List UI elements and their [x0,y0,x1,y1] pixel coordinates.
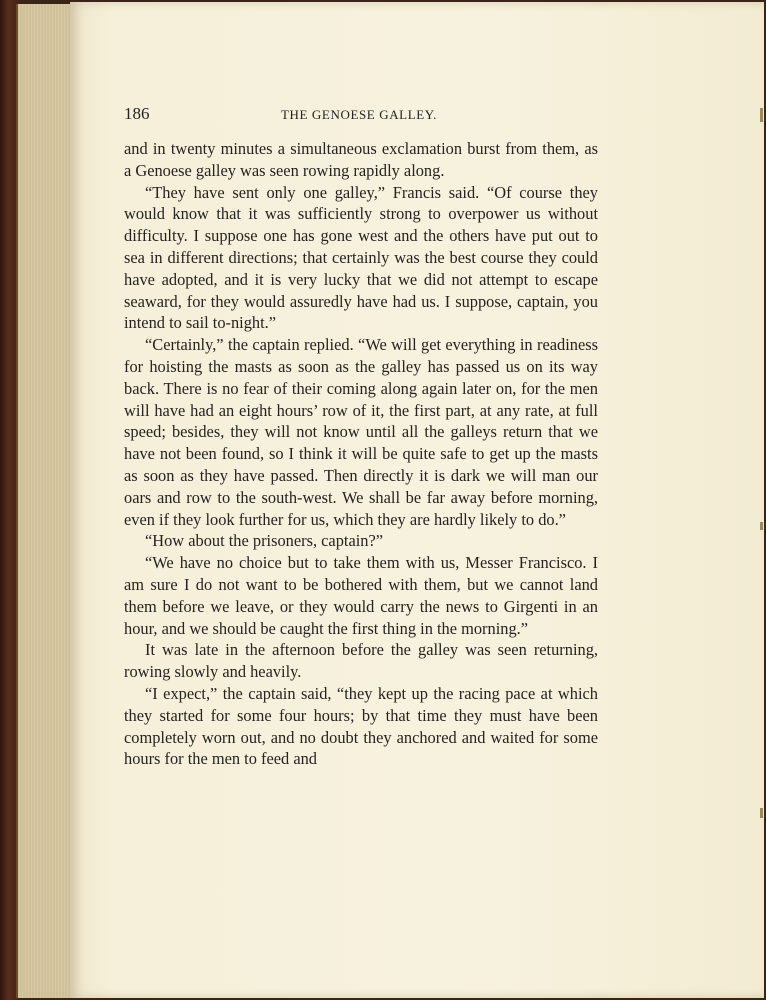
paragraph: and in twenty minutes a simultaneous exclamation burst from them, as a Genoese galley was seen rowing rapidly along. [124,139,598,180]
paragraph: “They have sent only one galley,” Francis said. “Of course they would know that it was sufficiently strong to overpower us without difficulty. I suppose one has gone west and the others have put out to sea in different directions; that certainly was the best course they could have adopted, and it is very lucky that we did not attempt to escape seaward, for they would assuredly have had us. I suppose, captain, you intend to sail to-night.” [124,182,598,333]
page-edges [16,4,74,998]
page-number: 186 [124,104,150,123]
page-edge-mark [760,522,763,530]
page-header [124,104,594,128]
paragraph: “We have no choice but to take them with us, Messer Francisco. I am sure I do not want to be bothered with them, but we cannot land them before we leave, or they would carry the news to Girgenti in an hour, and we should be caught the first thing in the morning.” [124,553,598,638]
paragraph: “I expect,” the captain said, “they kept up the racing pace at which they started for some four hours; by that time they must have been completely worn out, and no doubt they anchored and waited for some hours for the men to feed and [124,683,598,769]
paragraph: “How about the prisoners, captain?” [145,531,384,551]
paragraph: “Certainly,” the captain replied. “We will get everything in readiness for hoisting the masts as soon as the galley has passed us on its way back. There is no fear of their coming along again later on, for the men will have had an eight hours’ row of it, the first part, at any rate, at full speed; besides, they will not know until all the galleys return that we have not been found, so I think it will be quite safe to get up the masts as soon as they have passed. Then directly it is dark we will man our oars and row to the south-west. We shall be far away before morning, even if they look further for us, which they are hardly likely to do.” [124,335,598,529]
body-text [124,138,598,770]
paragraph: It was late in the afternoon before the galley was seen returning, rowing slowly and heavily. [124,640,598,682]
page-edge-mark [760,808,763,818]
running-title: THE GENOESE GALLEY. [281,107,437,122]
page-edge-mark [760,108,763,122]
